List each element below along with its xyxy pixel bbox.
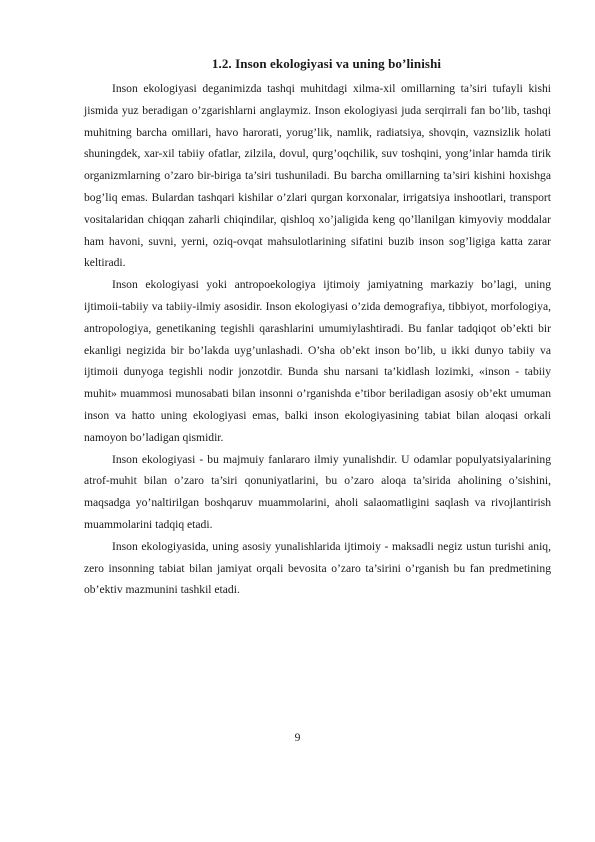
page-number: 9	[294, 731, 301, 744]
paragraph-1: Inson ekologiyasi deganimizda tashqi muhitdagi xilma-xil omillarning ta’siri tufayli kishi jismida yuz beradigan o’zgarishlarni anglaymiz. Inson ekologiyasi juda serqirrali fan bo’lib, tashqi muhitning barcha omillari, havo harorati, yorug’lik, namlik, radiatsiya, shovqin, vaznsizlik holati shuningdek, xar-xil tabiiy ofatlar, zilzila, dovul, qurg’oqchilik, suv toshqini, yong’inlar hamda tirik organizmlarning o’zaro bir-biriga ta’siri tushuniladi. Bu barcha omillarning ta’siri kishini hoxishga bog’liq emas. Bulardan tashqari kishilar o’zlari qurgan korxonalar, irrigatsiya inshootlari, transport vositalaridan chiqqan zaharli chiqindilar, qishloq xo’jaligida keng qo’llanilgan kimyoviy moddalar ham havoni, suvni, yerni, oziq-ovqat mahsulotlarining sifatini buzib inson sog’ligiga katta zarar keltiradi.	[84, 82, 551, 270]
paragraph-4: Inson ekologiyasida, uning asosiy yunalishlarida ijtimoiy - maksadli negiz ustun turishi aniq, zero insonning tabiat bilan jamiyat orqali bevosita o’zaro ta’sirini o’rganish bu fan predmetining ob’ektiv mazmunini tashkil etadi.	[84, 539, 551, 597]
paragraph-2: Inson ekologiyasi yoki antropoekologiya ijtimoiy jamiyatning markaziy bo’lagi, uning ijtimoii-tabiiy va tabiiy-ilmiy asosidir. Inson ekologiyasi o’zida demografiya, tibbiyot, morfologiya, antropologiya, genetikaning tegishli qarashlarini umumiylashtiradi. Bu fanlar tadqiqot ob’ekti bir ekanligi negizida bir bo’lakda uyg’unlashadi. O’sha ob’ekt inson bo’lib, u ikki dunyo tabiiy va ijtimoii dunyoga tegishli nodir jonzotdir. Bunda shu narsani ta’kidlash lozimki, «inson - tabiiy muhit» muammosi munosabati bilan insonni o’rganishda e’tibor beriladigan asosiy ob’ekt umuman inson va hatto uning ekologiyasi emas, balki inson ekologiyasining tabiat bilan aloqasi orkali namoyon bo’ladigan qismidir.	[84, 278, 551, 444]
paragraph-3: Inson ekologiyasi - bu majmuiy fanlararo ilmiy yunalishdir. U odamlar populyatsiyalarining atrof-muhit bilan o’zaro ta’siri qonuniyatlarini, bu o’zaro aloqa ta’sirida aholining o’sishini, maqsadga yo’naltirilgan boshqaruv muammolarini, aholi salaomatligini saqlash va rivojlantirish muammolarini tadqiq etadi.	[84, 452, 551, 531]
section-title: 1.2. Inson ekologiyasi va uning bo’linishi	[211, 56, 442, 71]
document-page	[84, 56, 551, 601]
